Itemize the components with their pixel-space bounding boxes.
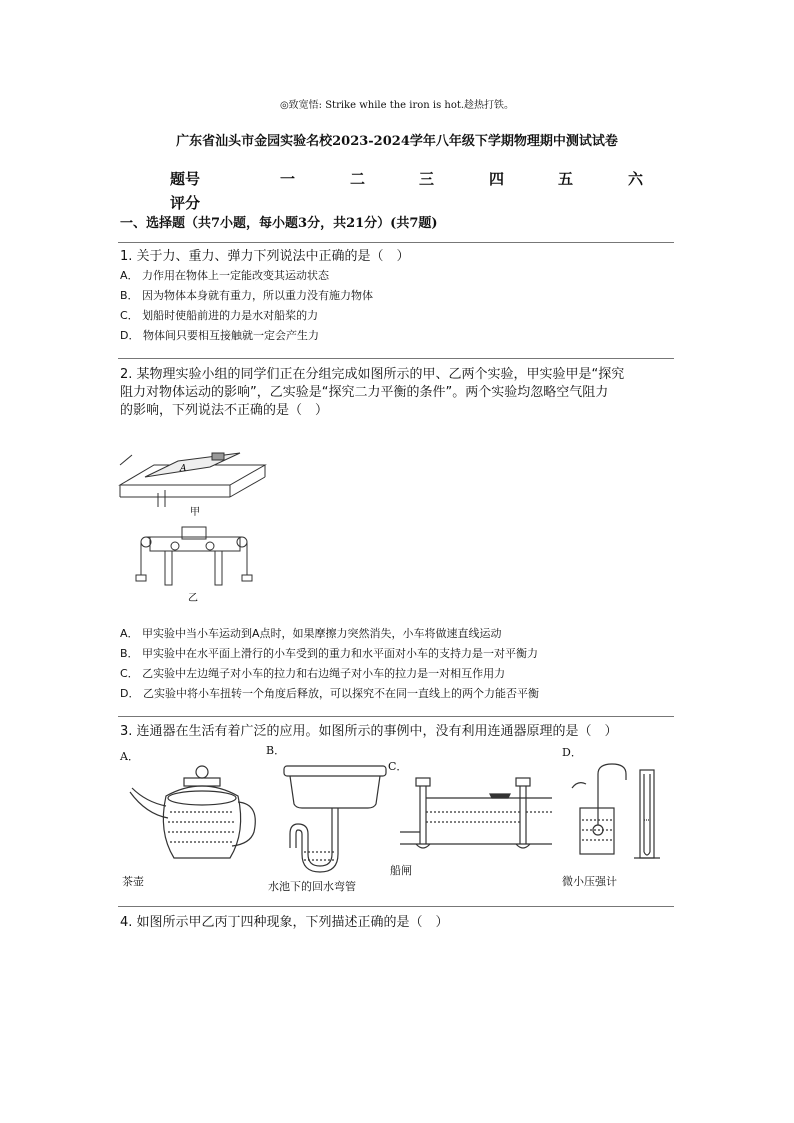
question-1-option-b[interactable]: B． 因为物体本身就有重力，所以重力没有施力物体 (120, 289, 374, 302)
question-3-option-c-letter[interactable]: C． (388, 760, 408, 773)
page-title: 广东省汕头市金园实验名校2023-2024学年八年级下学期物理期中测试试卷 (176, 134, 618, 149)
question-2-stem-line-3: 的影响，下列说法不正确的是（ ） (120, 403, 329, 418)
question-3-caption-c: 船闸 (390, 864, 412, 877)
divider (118, 906, 674, 907)
score-table-col-3: 三 (419, 170, 435, 188)
ship-lock-figure (396, 772, 556, 852)
question-1-option-d[interactable]: D． 物体间只要相互接触就一定会产生力 (120, 329, 319, 342)
question-2-stem-line-2: 阻力对物体运动的影响”，乙实验是“探究二力平衡的条件”。两个实验均忽略空气阻力 (120, 385, 609, 400)
balance-apparatus (136, 527, 252, 585)
incline-apparatus (120, 453, 265, 507)
score-table-col-2: 二 (350, 170, 366, 188)
divider (118, 358, 674, 359)
pressure-gauge-figure (568, 760, 678, 868)
question-3-caption-d: 微小压强计 (562, 875, 617, 888)
section-title: 一、选择题（共7小题，每小题3分，共21分）(共7题) (120, 216, 438, 231)
divider (118, 242, 674, 243)
question-2-option-a[interactable]: A． 甲实验中当小车运动到A点时，如果摩擦力突然消失，小车将做速直线运动 (120, 627, 502, 640)
question-3-option-a-letter[interactable]: A． (120, 750, 139, 763)
score-table-head-label: 题号 (170, 170, 201, 188)
question-3-option-d-letter[interactable]: D． (562, 746, 582, 759)
question-3-stem: 3. 连通器在生活有着广泛的应用。如图所示的事例中，没有利用连通器原理的是（ ） (120, 724, 618, 739)
question-4-stem: 4. 如图所示甲乙丙丁四种现象，下列描述正确的是（ ） (120, 915, 449, 930)
sink-trap-figure (280, 762, 390, 877)
question-2-option-c[interactable]: C． 乙实验中左边绳子对小车的拉力和右边绳子对小车的拉力是一对相互作用力 (120, 667, 506, 680)
divider (118, 716, 674, 717)
point-a-label: A (180, 464, 187, 474)
question-1-option-a[interactable]: A． 力作用在物体上一定能改变其运动状态 (120, 269, 330, 282)
question-1-option-c[interactable]: C． 划船时使船前进的力是水对船桨的力 (120, 309, 319, 322)
figure-label-jia: 甲 (190, 507, 200, 518)
question-3-option-b-letter[interactable]: B． (266, 744, 286, 757)
figure-label-yi: 乙 (188, 593, 198, 604)
score-table-col-6: 六 (628, 170, 644, 188)
header-motto: ◎致宽悟: Strike while the iron is hot.趁热打铁。 (279, 100, 515, 111)
question-1-stem: 1. 关于力、重力、弹力下列说法中正确的是（ ） (120, 249, 410, 264)
score-table-col-1: 一 (280, 170, 296, 188)
score-table-col-4: 四 (489, 170, 505, 188)
question-3-caption-a: 茶壶 (122, 875, 144, 888)
question-3-caption-b: 水池下的回水弯管 (268, 880, 356, 893)
question-2-option-b[interactable]: B． 甲实验中在水平面上滑行的小车受到的重力和水平面对小车的支持力是一对平衡力 (120, 647, 539, 660)
teapot-figure (126, 762, 261, 872)
score-table-row-label: 评分 (170, 194, 201, 212)
question-2-stem-line-1: 2. 某物理实验小组的同学们正在分组完成如图所示的甲、乙两个实验，甲实验甲是“探究 (120, 367, 625, 382)
question-2-figure (110, 445, 280, 605)
score-table-col-5: 五 (558, 170, 574, 188)
question-2-option-d[interactable]: D． 乙实验中将小车扭转一个角度后释放，可以探究不在同一直线上的两个力能否平衡 (120, 687, 539, 700)
